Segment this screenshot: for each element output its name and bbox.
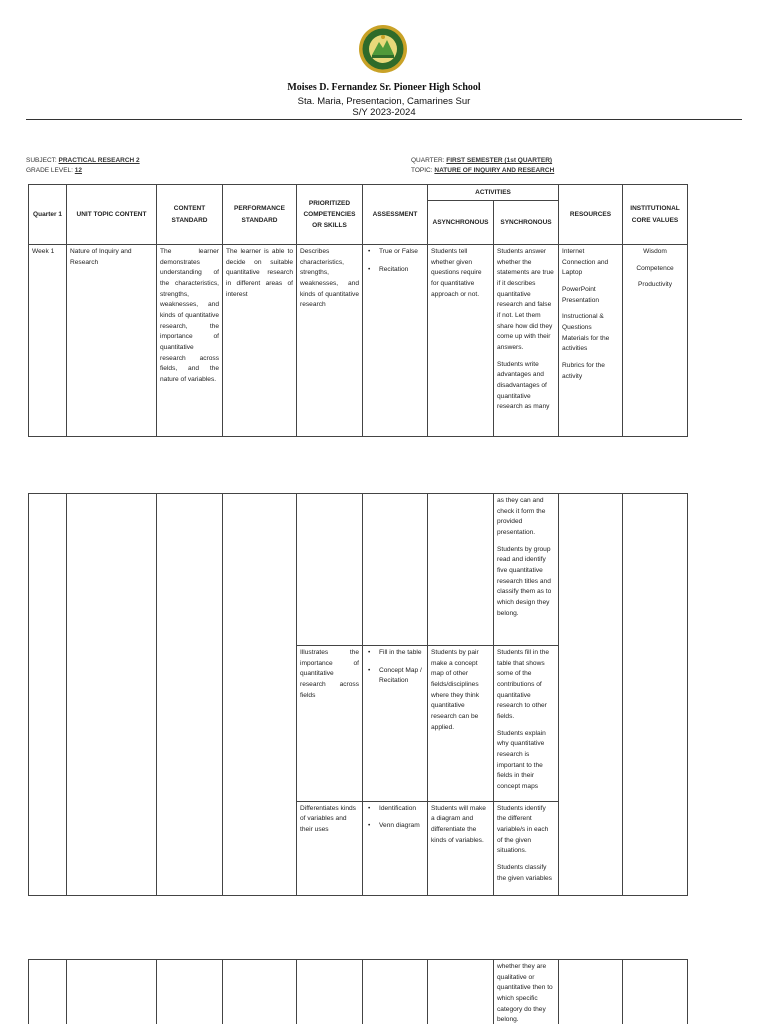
grade-line: [26, 167, 82, 174]
resources-cell: [559, 245, 623, 437]
assessment-cell: [363, 646, 428, 802]
empty-cell: [363, 960, 428, 1024]
curriculum-table-page-3: [28, 959, 688, 1024]
resource-item: PowerPoint Presentation: [562, 286, 600, 304]
empty-cell: [559, 960, 623, 1024]
header-performance-standard: PERFORMANCE STANDARD: [223, 185, 297, 245]
assessment-cell: [363, 245, 428, 437]
core-value: Productivity: [637, 281, 673, 289]
curriculum-table-page-2: [28, 493, 688, 896]
empty-cell: [559, 494, 623, 896]
subject-line: [26, 157, 140, 164]
competency-cell: Illustrates the importance of quantitative research across fields: [297, 646, 363, 802]
assessment-item: • Concept Map / Recitation: [366, 666, 424, 687]
header-activities: ACTIVITIES: [428, 185, 559, 201]
resource-item: Internet Connection and Laptop: [562, 248, 609, 277]
empty-cell: [29, 960, 67, 1024]
header-competencies: PRIORITIZED COMPETENCIES OR SKILLS: [297, 185, 363, 245]
synchronous-cell: [494, 646, 559, 802]
empty-cell: [363, 494, 428, 646]
topic-line: [411, 167, 554, 174]
asynchronous-cell: Students will make a diagram and differentiate the kinds of variables.: [428, 801, 494, 895]
asynchronous-cell: Students by pair make a concept map of other fields/disciplines where they think quantitative research can be applied.: [428, 646, 494, 802]
empty-cell: [297, 960, 363, 1024]
header-content-standard: CONTENT STANDARD: [157, 185, 223, 245]
quarter-value: FIRST SEMESTER (1st QUARTER): [446, 157, 553, 164]
school-address: Sta. Maria, Presentacion, Camarines Sur: [297, 96, 471, 107]
subject-label: SUBJECT:: [26, 157, 57, 164]
header-synchronous: SYNCHRONOUS: [494, 201, 559, 245]
asynchronous-cell: Students tell whether given questions require for quantitative approach or not.: [428, 245, 494, 437]
core-values-cell: [623, 245, 688, 437]
empty-cell: [157, 960, 223, 1024]
curriculum-table-page-1: [28, 184, 688, 437]
synchronous-paragraph: Students identify the different variable/s in each of the given situations.: [497, 804, 549, 855]
topic-value: NATURE OF INQUIRY AND RESEARCH: [434, 167, 555, 174]
synchronous-cell: [494, 801, 559, 895]
assessment-item: • True or False: [366, 247, 424, 258]
synchronous-paragraph: Students classify the given variables: [497, 864, 552, 882]
assessment-item: • Recitation: [366, 265, 424, 276]
school-seal-logo: [358, 24, 408, 74]
grade-label: GRADE LEVEL:: [26, 167, 73, 174]
core-value: Wisdom: [643, 248, 667, 256]
quarter-line: [411, 157, 552, 164]
resource-item: Instructional & Questions Materials for the activities: [562, 313, 610, 353]
school-year: S/Y 2023-2024: [352, 107, 416, 118]
synchronous-paragraph: as they can and check it form the provided presentation.: [497, 497, 546, 537]
header-asynchronous: ASYNCHRONOUS: [428, 201, 494, 245]
school-name: Moises D. Fernandez Sr. Pioneer High School: [287, 82, 481, 93]
assessment-item: • Fill in the table: [366, 648, 424, 659]
assessment-item: • Venn diagram: [366, 821, 424, 832]
topic-label: TOPIC:: [411, 167, 433, 174]
quarter-label: QUARTER:: [411, 157, 445, 164]
header-unit-topic: UNIT TOPIC CONTENT: [67, 185, 157, 245]
resource-item: Rubrics for the activity: [562, 362, 605, 380]
grade-value: 12: [74, 167, 83, 174]
header-core-values: INSTITUTIONAL CORE VALUES: [623, 185, 688, 245]
empty-cell: [623, 494, 688, 896]
synchronous-paragraph: Students by group read and identify five quantitative research titles and classify them as to which design they belong.: [497, 545, 552, 617]
empty-cell: [428, 494, 494, 646]
synchronous-paragraph: Students explain why quantitative research is important to the fields in their concept maps: [497, 729, 546, 791]
synchronous-continued-cell: [494, 494, 559, 646]
unit-topic-cell: Nature of Inquiry and Research: [67, 245, 157, 437]
synchronous-cell: [494, 245, 559, 437]
empty-cell: [67, 960, 157, 1024]
empty-cell: [428, 960, 494, 1024]
empty-cell: [223, 494, 297, 896]
content-standard-cell: The learner demonstrates understanding of the characteristics, strengths, weaknesses, and kinds of quantitative research, the importance of quantitative research across fields, and the nature of variables.: [157, 245, 223, 437]
synchronous-paragraph: Students fill in the table that shows some of the contributions of quantitative research to other fields.: [497, 649, 550, 721]
assessment-cell: [363, 801, 428, 895]
synchronous-paragraph: Students write advantages and disadvantages of quantitative research as many: [497, 360, 550, 411]
header-quarter: Quarter 1: [29, 185, 67, 245]
empty-cell: [29, 494, 67, 896]
week-cell: Week 1: [29, 245, 67, 437]
core-value: Competence: [636, 264, 674, 272]
performance-standard-cell: The learner is able to decide on suitable quantitative research in different areas of interest: [223, 245, 297, 437]
competency-cell: Differentiates kinds of variables and their uses: [297, 801, 363, 895]
header-assessment: ASSESSMENT: [363, 185, 428, 245]
header-divider: [26, 119, 742, 120]
empty-cell: [67, 494, 157, 896]
synchronous-paragraph: Students answer whether the statements are true if it describes quantitative research and false if not. Let them share how did they come up with their answers.: [497, 248, 554, 352]
competency-cell: Describes characteristics, strengths, weaknesses, and kinds of quantitative research: [297, 245, 363, 437]
header-resources: RESOURCES: [559, 185, 623, 245]
synchronous-continued-cell: whether they are qualitative or quantitative then to which specific category do they belong.: [494, 960, 559, 1024]
empty-cell: [297, 494, 363, 646]
empty-cell: [623, 960, 688, 1024]
subject-value: PRACTICAL RESEARCH 2: [58, 157, 140, 164]
assessment-item: • Identification: [366, 804, 424, 815]
empty-cell: [223, 960, 297, 1024]
empty-cell: [157, 494, 223, 896]
